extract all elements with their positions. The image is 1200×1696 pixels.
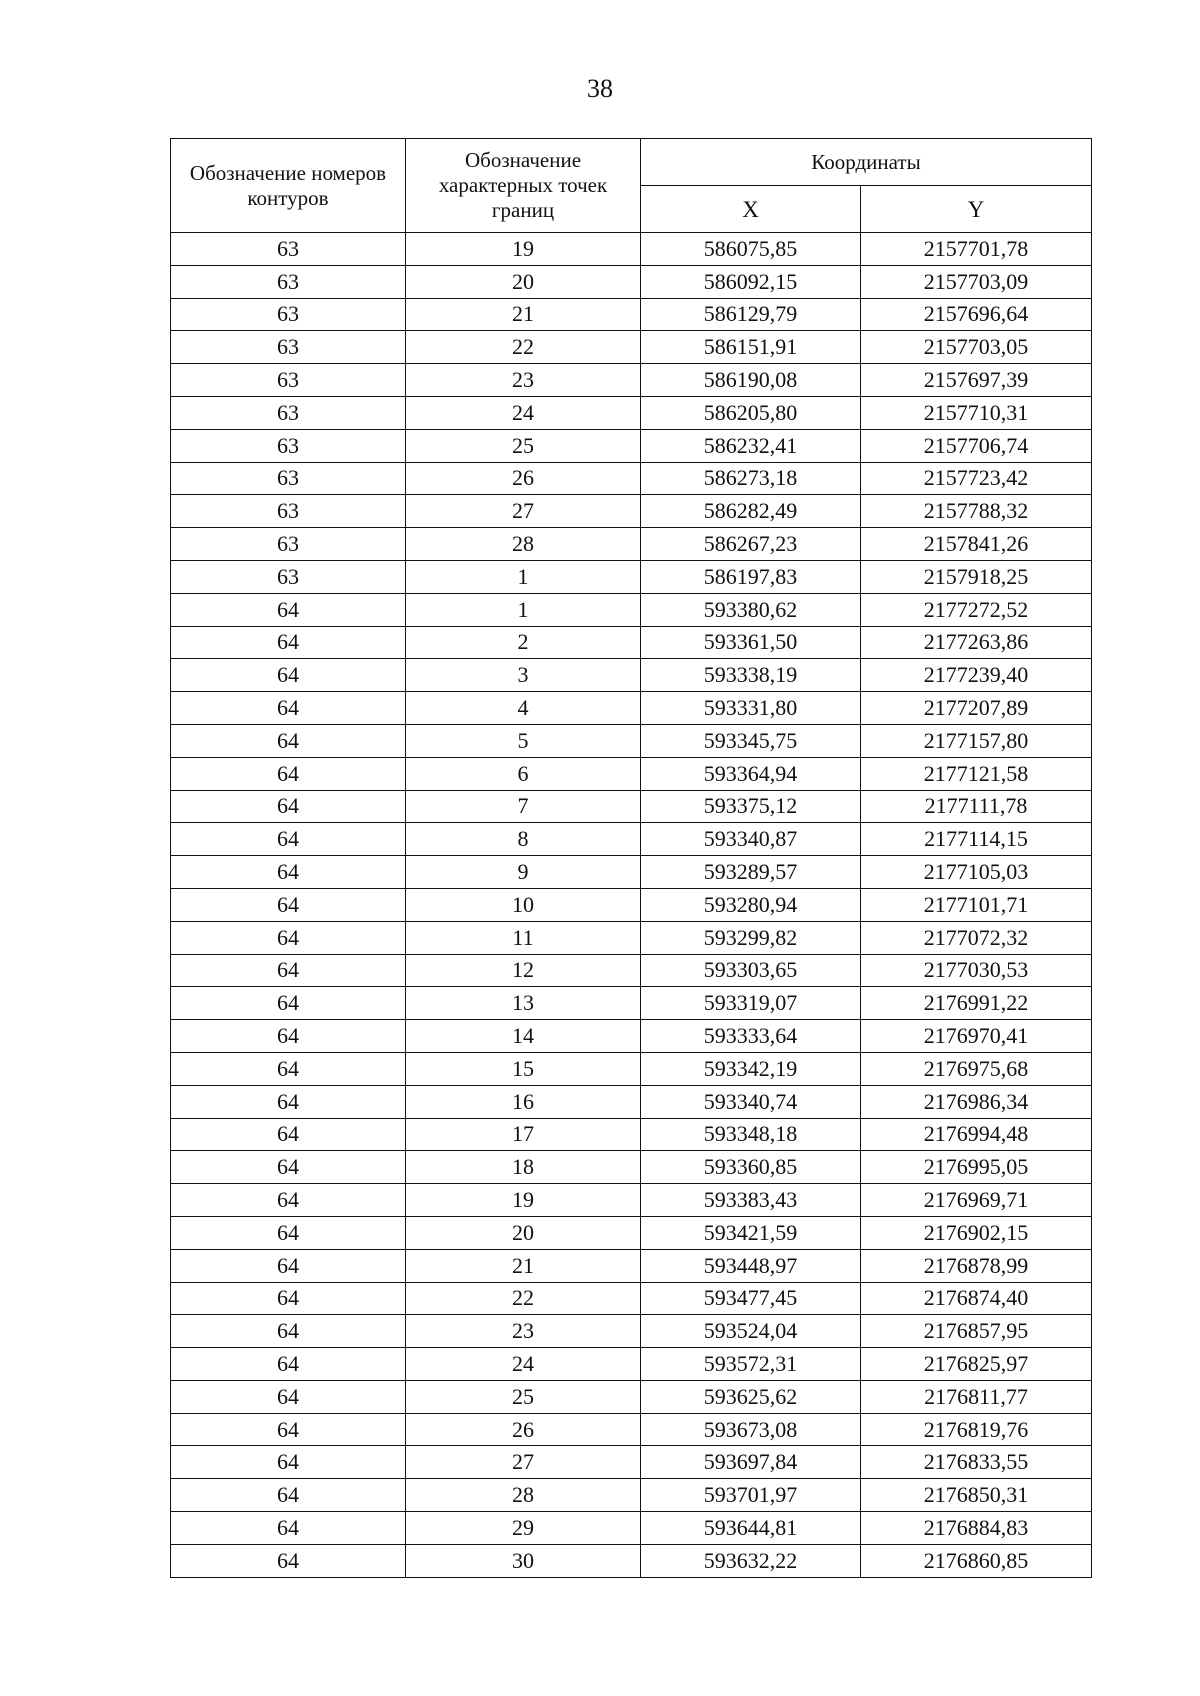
y-coordinate-cell: 2177072,32 <box>861 921 1092 954</box>
x-coordinate-cell: 593383,43 <box>641 1184 861 1217</box>
contour-number-cell: 64 <box>171 790 406 823</box>
x-coordinate-cell: 586075,85 <box>641 233 861 266</box>
y-coordinate-cell: 2176874,40 <box>861 1282 1092 1315</box>
contour-number-cell: 64 <box>171 1380 406 1413</box>
x-coordinate-cell: 593333,64 <box>641 1020 861 1053</box>
contour-number-cell: 64 <box>171 856 406 889</box>
table-row <box>171 1151 1092 1184</box>
contour-number-cell: 64 <box>171 692 406 725</box>
y-coordinate-cell: 2176833,55 <box>861 1446 1092 1479</box>
x-coordinate-cell: 593338,19 <box>641 659 861 692</box>
x-coordinate-cell: 593340,74 <box>641 1085 861 1118</box>
point-number-cell: 23 <box>406 1315 641 1348</box>
contour-number-cell: 64 <box>171 823 406 856</box>
contour-number-cell: 63 <box>171 396 406 429</box>
table-row <box>171 462 1092 495</box>
x-coordinate-cell: 593380,62 <box>641 593 861 626</box>
header-x: X <box>641 186 861 233</box>
contour-number-cell: 64 <box>171 626 406 659</box>
point-number-cell: 21 <box>406 298 641 331</box>
point-number-cell: 26 <box>406 462 641 495</box>
contour-number-cell: 64 <box>171 1184 406 1217</box>
table-row <box>171 1085 1092 1118</box>
y-coordinate-cell: 2176994,48 <box>861 1118 1092 1151</box>
contour-number-cell: 63 <box>171 528 406 561</box>
y-coordinate-cell: 2177105,03 <box>861 856 1092 889</box>
y-coordinate-cell: 2177263,86 <box>861 626 1092 659</box>
contour-number-cell: 64 <box>171 1315 406 1348</box>
table-row <box>171 396 1092 429</box>
table-row <box>171 1544 1092 1577</box>
contour-number-cell: 64 <box>171 1052 406 1085</box>
y-coordinate-cell: 2176902,15 <box>861 1216 1092 1249</box>
point-number-cell: 27 <box>406 1446 641 1479</box>
y-coordinate-cell: 2176884,83 <box>861 1512 1092 1545</box>
x-coordinate-cell: 593348,18 <box>641 1118 861 1151</box>
y-coordinate-cell: 2176970,41 <box>861 1020 1092 1053</box>
point-number-cell: 11 <box>406 921 641 954</box>
x-coordinate-cell: 586197,83 <box>641 560 861 593</box>
y-coordinate-cell: 2177114,15 <box>861 823 1092 856</box>
point-number-cell: 24 <box>406 396 641 429</box>
point-number-cell: 2 <box>406 626 641 659</box>
table-header <box>171 139 1092 233</box>
x-coordinate-cell: 593280,94 <box>641 888 861 921</box>
point-number-cell: 4 <box>406 692 641 725</box>
x-coordinate-cell: 586205,80 <box>641 396 861 429</box>
x-coordinate-cell: 593697,84 <box>641 1446 861 1479</box>
point-number-cell: 7 <box>406 790 641 823</box>
x-coordinate-cell: 586267,23 <box>641 528 861 561</box>
point-number-cell: 9 <box>406 856 641 889</box>
table-row <box>171 757 1092 790</box>
point-number-cell: 25 <box>406 1380 641 1413</box>
point-number-cell: 28 <box>406 528 641 561</box>
table-row <box>171 331 1092 364</box>
y-coordinate-cell: 2176969,71 <box>861 1184 1092 1217</box>
contour-number-cell: 63 <box>171 233 406 266</box>
contour-number-cell: 63 <box>171 298 406 331</box>
table-row <box>171 1020 1092 1053</box>
x-coordinate-cell: 593375,12 <box>641 790 861 823</box>
contour-number-cell: 64 <box>171 1085 406 1118</box>
header-y: Y <box>861 186 1092 233</box>
x-coordinate-cell: 593421,59 <box>641 1216 861 1249</box>
point-number-cell: 15 <box>406 1052 641 1085</box>
y-coordinate-cell: 2176878,99 <box>861 1249 1092 1282</box>
point-number-cell: 10 <box>406 888 641 921</box>
table-row <box>171 692 1092 725</box>
x-coordinate-cell: 593340,87 <box>641 823 861 856</box>
x-coordinate-cell: 586273,18 <box>641 462 861 495</box>
x-coordinate-cell: 593299,82 <box>641 921 861 954</box>
contour-number-cell: 63 <box>171 429 406 462</box>
point-number-cell: 8 <box>406 823 641 856</box>
contour-number-cell: 64 <box>171 757 406 790</box>
y-coordinate-cell: 2177272,52 <box>861 593 1092 626</box>
header-coordinates: Координаты <box>641 139 1092 186</box>
table-row <box>171 987 1092 1020</box>
contour-number-cell: 63 <box>171 495 406 528</box>
point-number-cell: 26 <box>406 1413 641 1446</box>
contour-number-cell: 64 <box>171 593 406 626</box>
x-coordinate-cell: 593632,22 <box>641 1544 861 1577</box>
table-row <box>171 626 1092 659</box>
table-row <box>171 593 1092 626</box>
contour-number-cell: 64 <box>171 987 406 1020</box>
x-coordinate-cell: 586282,49 <box>641 495 861 528</box>
point-number-cell: 20 <box>406 265 641 298</box>
table-row <box>171 528 1092 561</box>
y-coordinate-cell: 2157697,39 <box>861 364 1092 397</box>
x-coordinate-cell: 586151,91 <box>641 331 861 364</box>
contour-number-cell: 64 <box>171 724 406 757</box>
contour-number-cell: 63 <box>171 560 406 593</box>
point-number-cell: 13 <box>406 987 641 1020</box>
x-coordinate-cell: 593572,31 <box>641 1348 861 1381</box>
table-row <box>171 364 1092 397</box>
y-coordinate-cell: 2176819,76 <box>861 1413 1092 1446</box>
point-number-cell: 17 <box>406 1118 641 1151</box>
y-coordinate-cell: 2157703,09 <box>861 265 1092 298</box>
x-coordinate-cell: 593448,97 <box>641 1249 861 1282</box>
table-row <box>171 1512 1092 1545</box>
table-body <box>171 233 1092 1578</box>
point-number-cell: 23 <box>406 364 641 397</box>
table-row <box>171 724 1092 757</box>
y-coordinate-cell: 2177239,40 <box>861 659 1092 692</box>
y-coordinate-cell: 2157710,31 <box>861 396 1092 429</box>
contour-number-cell: 64 <box>171 1479 406 1512</box>
point-number-cell: 1 <box>406 593 641 626</box>
y-coordinate-cell: 2177207,89 <box>861 692 1092 725</box>
contour-number-cell: 64 <box>171 1216 406 1249</box>
point-number-cell: 19 <box>406 1184 641 1217</box>
y-coordinate-cell: 2157918,25 <box>861 560 1092 593</box>
contour-number-cell: 64 <box>171 921 406 954</box>
contour-number-cell: 64 <box>171 954 406 987</box>
point-number-cell: 1 <box>406 560 641 593</box>
x-coordinate-cell: 586232,41 <box>641 429 861 462</box>
y-coordinate-cell: 2177121,58 <box>861 757 1092 790</box>
x-coordinate-cell: 593524,04 <box>641 1315 861 1348</box>
table-row <box>171 429 1092 462</box>
y-coordinate-cell: 2176975,68 <box>861 1052 1092 1085</box>
point-number-cell: 5 <box>406 724 641 757</box>
y-coordinate-cell: 2157723,42 <box>861 462 1092 495</box>
x-coordinate-cell: 593364,94 <box>641 757 861 790</box>
table-row <box>171 1184 1092 1217</box>
x-coordinate-cell: 593342,19 <box>641 1052 861 1085</box>
header-boundary-points: Обозначение характерных точек границ <box>406 139 641 233</box>
table-row <box>171 1216 1092 1249</box>
y-coordinate-cell: 2176857,95 <box>861 1315 1092 1348</box>
contour-number-cell: 63 <box>171 331 406 364</box>
table-row <box>171 1413 1092 1446</box>
y-coordinate-cell: 2176995,05 <box>861 1151 1092 1184</box>
table-row <box>171 298 1092 331</box>
x-coordinate-cell: 593303,65 <box>641 954 861 987</box>
contour-number-cell: 63 <box>171 364 406 397</box>
x-coordinate-cell: 593673,08 <box>641 1413 861 1446</box>
point-number-cell: 21 <box>406 1249 641 1282</box>
contour-number-cell: 64 <box>171 1249 406 1282</box>
contour-number-cell: 64 <box>171 1446 406 1479</box>
y-coordinate-cell: 2176811,77 <box>861 1380 1092 1413</box>
table-row <box>171 888 1092 921</box>
table-row <box>171 1315 1092 1348</box>
table-row <box>171 856 1092 889</box>
table-row <box>171 1479 1092 1512</box>
point-number-cell: 19 <box>406 233 641 266</box>
y-coordinate-cell: 2157841,26 <box>861 528 1092 561</box>
x-coordinate-cell: 593477,45 <box>641 1282 861 1315</box>
point-number-cell: 29 <box>406 1512 641 1545</box>
table-row <box>171 921 1092 954</box>
y-coordinate-cell: 2157788,32 <box>861 495 1092 528</box>
x-coordinate-cell: 593345,75 <box>641 724 861 757</box>
y-coordinate-cell: 2157696,64 <box>861 298 1092 331</box>
contour-number-cell: 63 <box>171 462 406 495</box>
table-row <box>171 823 1092 856</box>
y-coordinate-cell: 2176991,22 <box>861 987 1092 1020</box>
table-row <box>171 1380 1092 1413</box>
x-coordinate-cell: 593289,57 <box>641 856 861 889</box>
x-coordinate-cell: 593644,81 <box>641 1512 861 1545</box>
point-number-cell: 28 <box>406 1479 641 1512</box>
page-number: 38 <box>587 74 613 103</box>
point-number-cell: 16 <box>406 1085 641 1118</box>
coordinates-table <box>170 138 1092 1578</box>
header-contour-numbers: Обозначение номеров контуров <box>171 139 406 233</box>
table-row <box>171 495 1092 528</box>
x-coordinate-cell: 586129,79 <box>641 298 861 331</box>
table-row <box>171 659 1092 692</box>
table-row <box>171 1348 1092 1381</box>
point-number-cell: 24 <box>406 1348 641 1381</box>
x-coordinate-cell: 586092,15 <box>641 265 861 298</box>
x-coordinate-cell: 593319,07 <box>641 987 861 1020</box>
contour-number-cell: 64 <box>171 659 406 692</box>
point-number-cell: 12 <box>406 954 641 987</box>
contour-number-cell: 64 <box>171 1512 406 1545</box>
contour-number-cell: 63 <box>171 265 406 298</box>
point-number-cell: 22 <box>406 1282 641 1315</box>
y-coordinate-cell: 2176986,34 <box>861 1085 1092 1118</box>
x-coordinate-cell: 593331,80 <box>641 692 861 725</box>
x-coordinate-cell: 593625,62 <box>641 1380 861 1413</box>
y-coordinate-cell: 2157706,74 <box>861 429 1092 462</box>
table-row <box>171 1118 1092 1151</box>
y-coordinate-cell: 2177030,53 <box>861 954 1092 987</box>
table-row <box>171 1249 1092 1282</box>
point-number-cell: 27 <box>406 495 641 528</box>
point-number-cell: 25 <box>406 429 641 462</box>
contour-number-cell: 64 <box>171 1020 406 1053</box>
table-row <box>171 1446 1092 1479</box>
table-row <box>171 1052 1092 1085</box>
table-row <box>171 265 1092 298</box>
y-coordinate-cell: 2176850,31 <box>861 1479 1092 1512</box>
point-number-cell: 6 <box>406 757 641 790</box>
contour-number-cell: 64 <box>171 1151 406 1184</box>
table-row <box>171 954 1092 987</box>
point-number-cell: 20 <box>406 1216 641 1249</box>
x-coordinate-cell: 593701,97 <box>641 1479 861 1512</box>
table-row <box>171 560 1092 593</box>
y-coordinate-cell: 2177101,71 <box>861 888 1092 921</box>
table-row <box>171 233 1092 266</box>
point-number-cell: 14 <box>406 1020 641 1053</box>
x-coordinate-cell: 586190,08 <box>641 364 861 397</box>
contour-number-cell: 64 <box>171 1544 406 1577</box>
y-coordinate-cell: 2176825,97 <box>861 1348 1092 1381</box>
table-row <box>171 790 1092 823</box>
x-coordinate-cell: 593360,85 <box>641 1151 861 1184</box>
table-row <box>171 1282 1092 1315</box>
point-number-cell: 22 <box>406 331 641 364</box>
y-coordinate-cell: 2157703,05 <box>861 331 1092 364</box>
contour-number-cell: 64 <box>171 1348 406 1381</box>
y-coordinate-cell: 2176860,85 <box>861 1544 1092 1577</box>
y-coordinate-cell: 2157701,78 <box>861 233 1092 266</box>
contour-number-cell: 64 <box>171 888 406 921</box>
point-number-cell: 3 <box>406 659 641 692</box>
point-number-cell: 18 <box>406 1151 641 1184</box>
contour-number-cell: 64 <box>171 1118 406 1151</box>
contour-number-cell: 64 <box>171 1282 406 1315</box>
contour-number-cell: 64 <box>171 1413 406 1446</box>
x-coordinate-cell: 593361,50 <box>641 626 861 659</box>
y-coordinate-cell: 2177111,78 <box>861 790 1092 823</box>
point-number-cell: 30 <box>406 1544 641 1577</box>
y-coordinate-cell: 2177157,80 <box>861 724 1092 757</box>
